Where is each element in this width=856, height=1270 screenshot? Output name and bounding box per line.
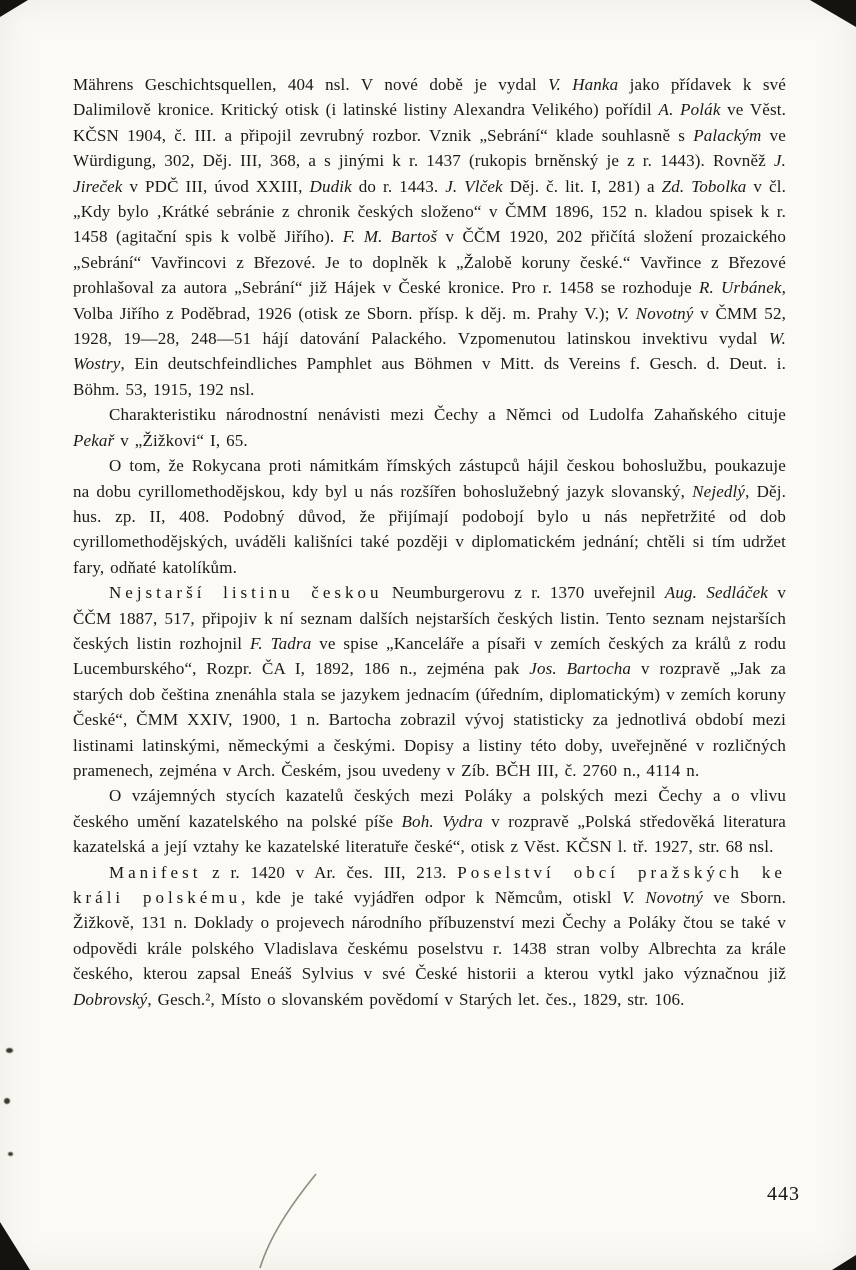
text-run: do r. 1443. xyxy=(351,176,446,196)
text-run: Mährens Geschichtsquellen, 404 nsl. V nové době je vydal xyxy=(73,75,549,94)
text-run: v ČČM 1920, 202 přičítá složení prozaického „Sebrání“ Vavřincovi z Březové. Je to doplněk k „Žalobě koruny české.“ Vavřince z Březové prohlašoval za autora „Sebrání“ již Hájek v České kronice. Pro r. 1458 se rozhoduje xyxy=(73,227,786,298)
text-run: Poselství obcí pražských ke králi polskému xyxy=(73,862,786,907)
text-run: Aug. Sedláček xyxy=(664,583,769,603)
text-run: ve Věst. KČSN 1904, č. III. a připojil zevrubný rozbor. Vznik „Sebrání“ klade souhlasně s xyxy=(73,100,786,145)
text-run: J. Vlček xyxy=(445,176,503,196)
text-run: Jos. Bartocha xyxy=(529,659,632,679)
paragraph xyxy=(73,72,786,402)
text-run: , Děj. hus. zp. II, 408. Podobný důvod, že přijímají podobojí bylo u nás nepřetržité od dob cyrillomethodějských, uváděli kališníci také později v diplomatickém jednání; chtěli si tím udržet fary, odňaté katolíkům. xyxy=(73,481,786,577)
text-run: V. Novotný xyxy=(622,888,703,907)
text-run: v ČČM 1887, 517, připojiv k ní seznam dalších nejstarších českých listin. Tento seznam nejstarších českých listin rozhojnil xyxy=(73,583,786,653)
text-run: v čl. „Kdy bylo ‚Krátké sebránie z chronik českých složeno“ v ČMM 1896, 152 n. kladou spisek k r. 1458 (agitační spis k volbě Jiřího). xyxy=(73,176,786,247)
text-run: ve Sborn. Žižkově, 131 n. Doklady o projevech národního příbuzenství mezi Čechy a Poláky čtou se také v odpovědi krále polského Vladislava českému poselstvu r. 1438 stran volby Albrechta za krále českého, kterou zapsal Eneáš Sylvius v své České historii a kterou vytkl jako význačnou již xyxy=(73,888,787,984)
text-run: V. Hanka xyxy=(548,75,619,94)
text-run: v „Žižkovi“ I, 65. xyxy=(114,430,248,450)
text-run: Pekař xyxy=(73,430,115,450)
scan-speck xyxy=(8,1152,13,1156)
text-run: J. Jireček xyxy=(73,151,786,196)
text-run: V. Novotný xyxy=(616,303,694,323)
paragraph xyxy=(73,783,786,859)
text-run: , Gesch.², Místo o slovanském povědomí v Starých let. čes., 1829, str. 106. xyxy=(147,989,685,1009)
text-run: v PDČ III, úvod XXIII, xyxy=(122,176,310,196)
text-run: Charakteristiku národnostní nenávisti mezi Čechy a Němci od Ludolfa Zahaňského cituje xyxy=(109,405,786,425)
text-run: Nejedlý xyxy=(692,481,746,501)
paragraph xyxy=(73,402,786,453)
text-run: Děj. č. lit. I, 281) a xyxy=(502,176,662,196)
scan-speck xyxy=(4,1098,10,1104)
paragraph xyxy=(73,580,786,783)
page-number: 443 xyxy=(767,1183,800,1205)
text-run: , Volba Jiřího z Poděbrad, 1926 (otisk ze Sborn. přísp. k děj. m. Prahy V.); xyxy=(73,278,787,323)
text-run: z r. 1420 v Ar. čes. III, 213. xyxy=(201,862,458,882)
text-run: F. Tadra xyxy=(250,633,312,653)
text-run: O vzájemných stycích kazatelů českých mezi Poláky a polských mezi Čechy a o vlivu českého umění kazatelského na polské píše xyxy=(73,786,786,831)
text-run: Boh. Vydra xyxy=(401,811,483,831)
text-run: v ČMM 52, 1928, 19—28, 248—51 hájí datování Palackého. Vzpomenutou latinskou invektivu vydal xyxy=(73,303,786,349)
text-run: Dudik xyxy=(309,176,352,196)
text-run: O tom, že Rokycana proti námitkám římských zástupců hájil českou bohoslužbu, poukazuje na dobu cyrillomethodějskou, kdy byl u nás rozšířen bohoslužebný jazyk slovanský, xyxy=(73,456,786,501)
text-run: v rozpravě „Jak za starých dob čeština znenáhla stala se jazykem jednacím (úředním, diplomatickým) v zemích koruny České“, ČMM XXIV, 1900, 1 n. Bartocha zobrazil vývoj statisticky za jednotlivá období mezi listinami latinskými, německými a českými. Dopisy a listiny této doby, uveřejněné v rozličných pramenech, zejména v Arch. Českém, jsou uvedeny v Zíb. BČH III, č. 2760 n., 4114 n. xyxy=(73,659,787,780)
text-run: F. M. Bartoš xyxy=(342,227,438,247)
text-run: R. Urbánek xyxy=(698,278,782,298)
scan-artifact-corner-bottom-right xyxy=(832,1255,856,1270)
text-run: Palackým xyxy=(693,125,762,145)
text-run: v rozpravě „Polská středověká literatura kazatelská a její vztahy ke kazatelské literatuře české“, otisk z Věst. KČSN l. tř. 1927, str. 68 nsl. xyxy=(73,811,786,857)
scan-artifact-curved-mark xyxy=(238,1172,348,1270)
paragraph xyxy=(73,453,786,580)
paragraph xyxy=(73,860,786,1012)
text-run: W. Wostry xyxy=(73,329,786,374)
text-run: Neumburgerovu z r. 1370 uveřejnil xyxy=(382,583,665,603)
text-run: , kde je také vyjádřen odpor k Němcům, otiskl xyxy=(241,888,623,907)
text-run: A. Polák xyxy=(658,100,721,120)
text-run: Manifest xyxy=(109,862,202,882)
scan-artifact-corner-bottom-left xyxy=(0,1222,30,1270)
scan-artifact-corner-top-right xyxy=(810,0,856,27)
scan-speck xyxy=(6,1048,13,1053)
text-run: , Ein deutschfeindliches Pamphlet aus Böhmen v Mitt. ds Vereins f. Gesch. d. Deut. i. Böhm. 53, 1915, 192 nsl. xyxy=(73,354,786,399)
text-run: Zd. Tobolka xyxy=(661,176,747,196)
text-run: Dobrovský xyxy=(73,989,148,1009)
scan-artifact-corner-top-left xyxy=(0,0,28,17)
text-run: jako přídavek k své Dalimilově kronice. Kritický otisk (i latinské listiny Alexandra Velikého) pořídil xyxy=(73,75,786,120)
text-run: ve spise „Kanceláře a písaři v zemích českých za králů z rodu Lucemburského“, Rozpr. ČA I, 1892, 186 n., zejména pak xyxy=(73,633,787,679)
text-run: ve Würdigung, 302, Děj. III, 368, a s jinými k r. 1437 (rukopis brněnský je z r. 1443). Rovněž xyxy=(73,125,786,171)
text-run: Nejstarší listinu českou xyxy=(109,583,383,603)
text-body xyxy=(73,72,786,1012)
